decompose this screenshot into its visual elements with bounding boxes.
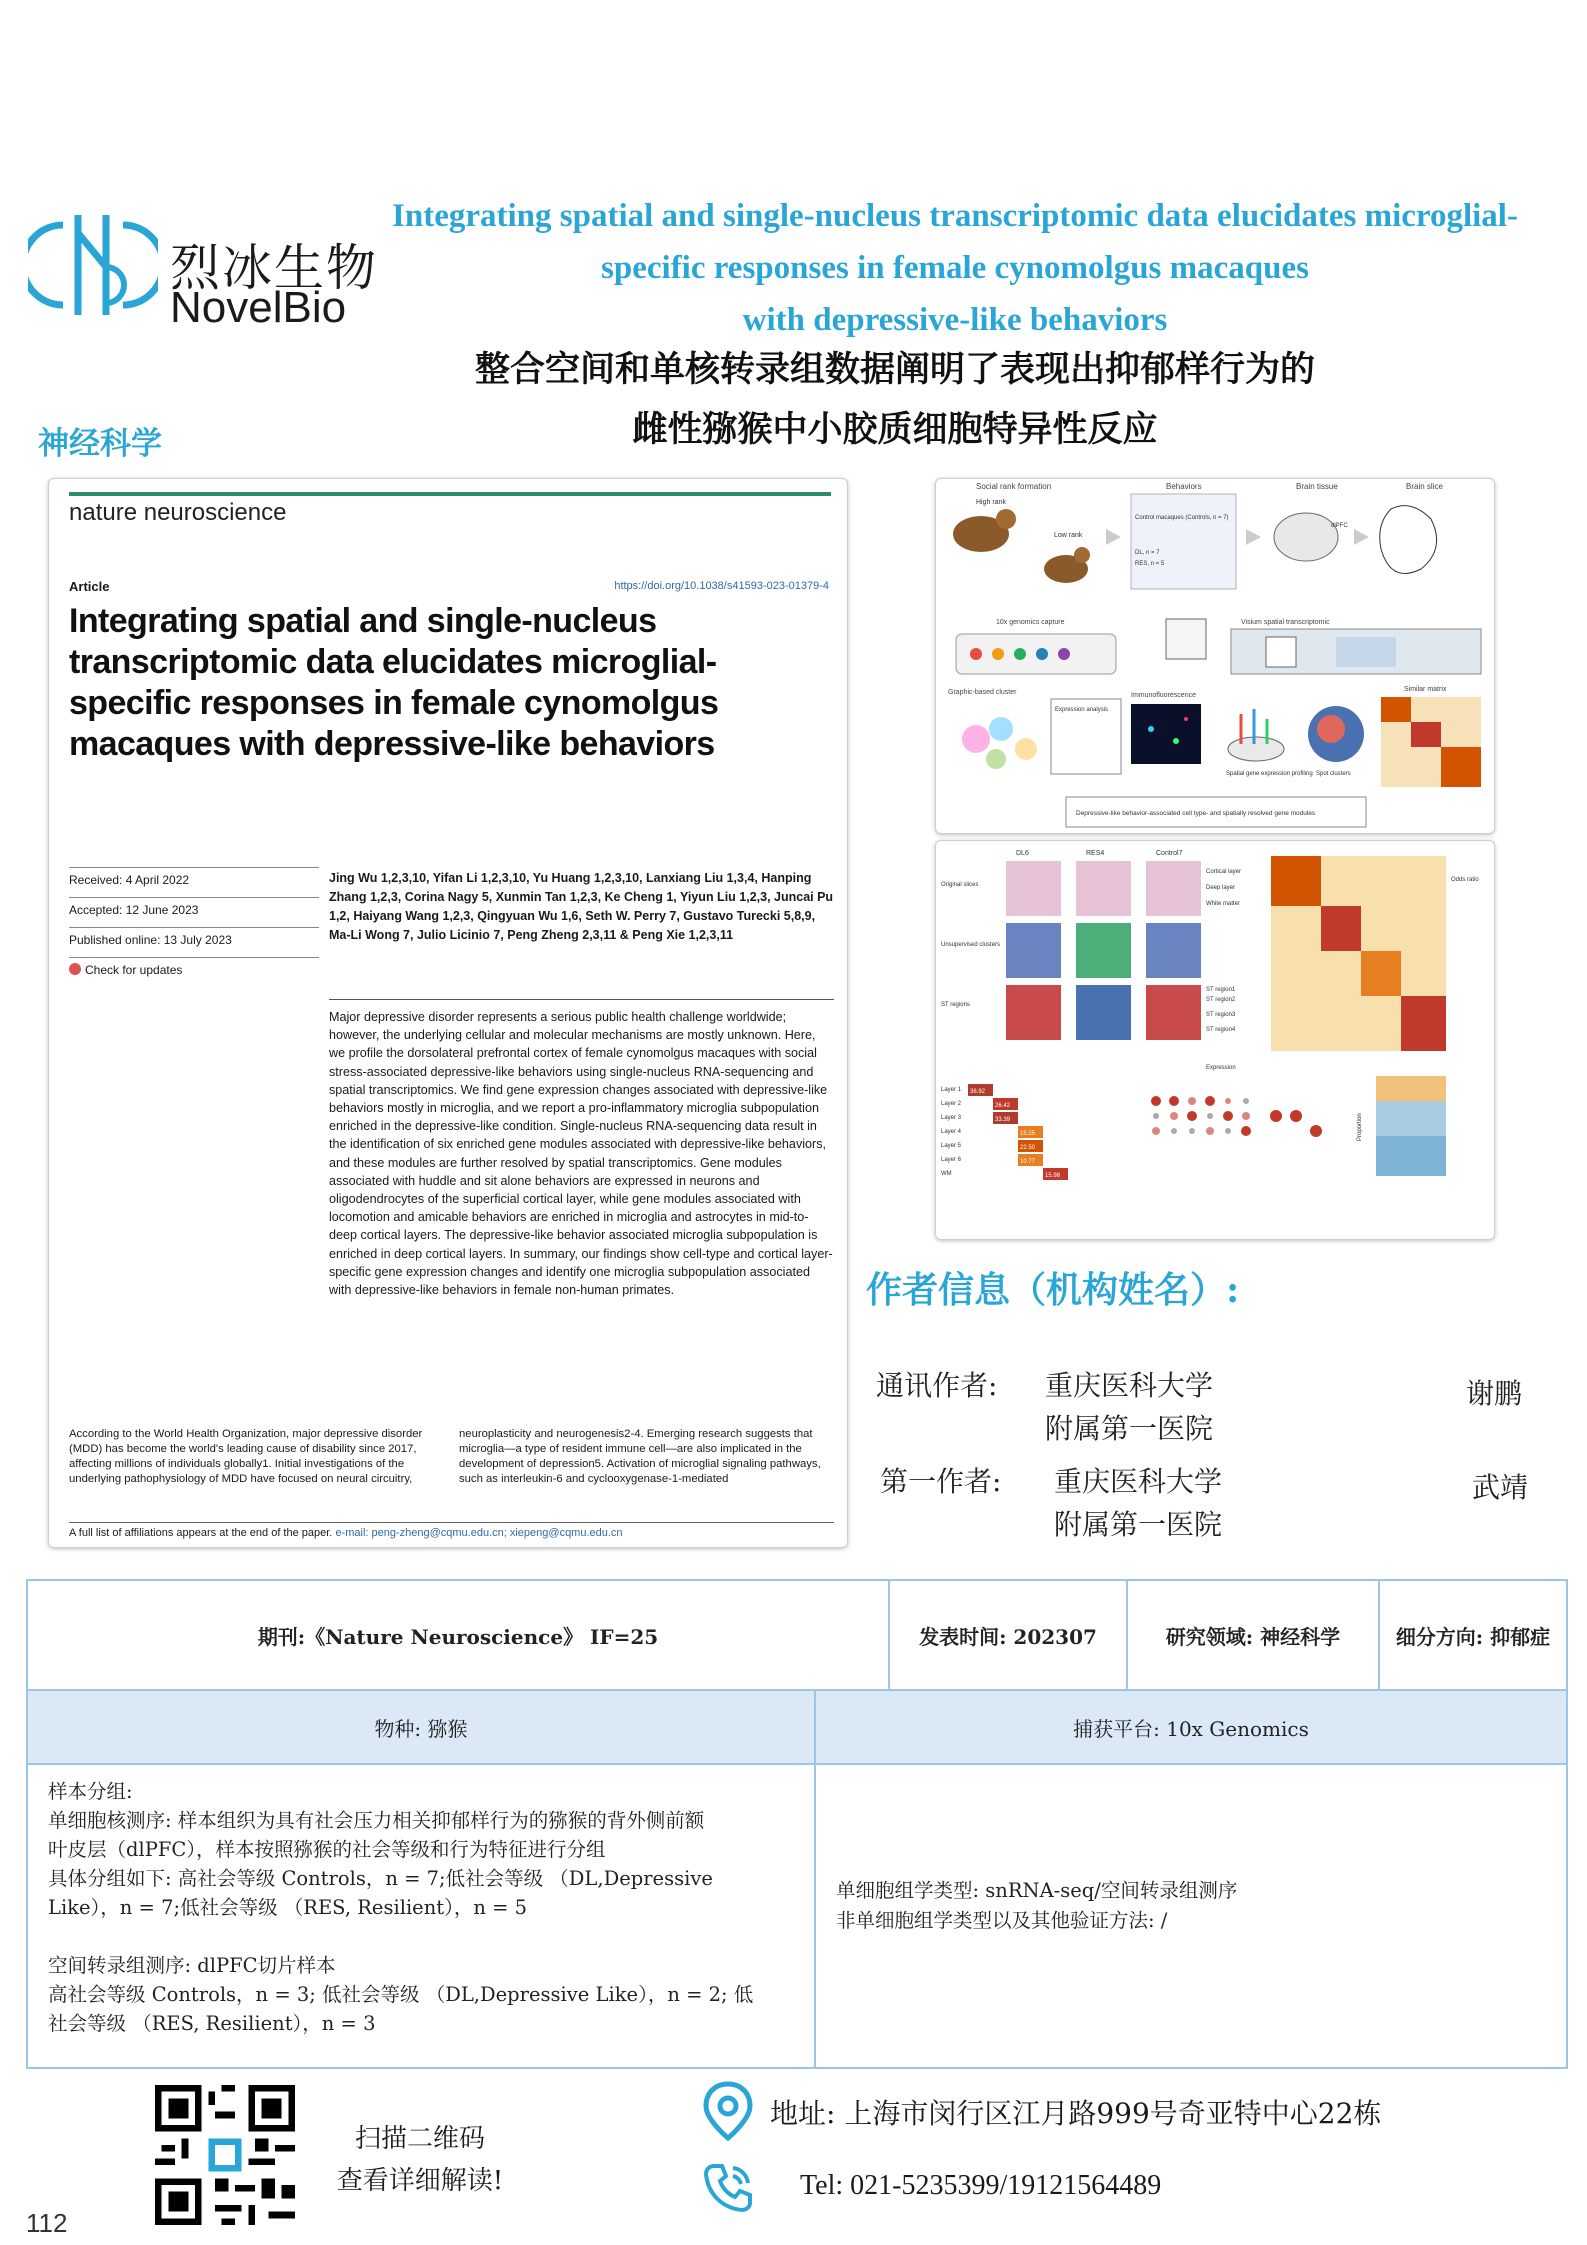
fig1-label: Graphic-based cluster <box>948 689 1017 696</box>
english-title-line: with depressive-like behaviors <box>742 302 1168 338</box>
proportion-area-chart <box>1376 1076 1446 1176</box>
st-region-slice <box>1076 985 1131 1040</box>
fig1-label: Social rank formation <box>976 482 1052 491</box>
author-list: Jing Wu 1,2,3,10, Yifan Li 1,2,3,10, Yu Huang 1,2,3,10, Lanxiang Liu 1,3,4, Hanping Zhang 1,2,3, Corina Nagy 5, Xunmin Tan 1,2,3, Ke Cheng 1, Yiyun Liu 1,2,3, Juncai Pu 1,2, Haiyang Wang 1,2,3, Qingyuan Wu 1,6, Seth W. Perry 7, Gustavo Turecki 5,8,9, Ma-Li Wong 7, Julio Licinio 7, Peng Zheng 2,3,11 & Peng Xie 1,2,3,11 <box>329 871 834 942</box>
address: 地址: 上海市闵行区江月路999号奇亚特中心22栋 <box>770 2097 1382 2130</box>
cluster-slice <box>1146 923 1201 978</box>
workflow-diagram <box>936 479 1495 834</box>
fig1-label: Control macaques (Controls, n = 7) <box>1135 515 1229 521</box>
heat-value: 15.25 <box>1020 1131 1036 1137</box>
results-figure <box>935 840 1495 1240</box>
st-region-slice <box>1146 985 1201 1040</box>
omics-type-cell: 单细胞组学类型: snRNA-seq/空间转录组测序 非单细胞组学类型以及其他验证方法: / <box>836 1879 1238 1932</box>
paper-preview <box>48 478 848 1548</box>
english-title <box>330 190 1580 346</box>
fig2-label: ST region4 <box>1206 1027 1236 1033</box>
journal-cell: 期刊:《Nature Neuroscience》 IF=25 <box>257 1624 659 1649</box>
fig1-label: Depressive-like behavior-associated cell type- and spatially resolved gene modules <box>1076 810 1316 817</box>
fig2-label: Original slices <box>941 882 979 888</box>
fig1-label: High rank <box>976 499 1006 506</box>
workflow-figure <box>935 478 1495 834</box>
paper-title: Integrating spatial and single-nucleus transcriptomic data elucidates microglial-specific responses in female cynomolgus macaques with depressive-like behaviors <box>69 602 719 763</box>
corresponding-author-role: 通讯作者: <box>876 1369 998 1402</box>
fig2-label: RES4 <box>1086 850 1105 857</box>
fig2-label: ST regions <box>941 1002 970 1008</box>
info-table <box>26 1579 1568 2069</box>
fig1-label: Spatial gene expression profiling <box>1226 771 1313 777</box>
phone-icon <box>700 2160 756 2216</box>
fig2-label: Proportion <box>1357 1113 1363 1141</box>
novelbio-logo-icon <box>28 205 158 325</box>
fig1-label: RES, n = 5 <box>1135 561 1165 567</box>
page-number: 112 <box>26 2208 68 2238</box>
st-region-slice <box>1006 985 1061 1040</box>
layer-label: Layer 6 <box>941 1157 962 1163</box>
footnote-email[interactable]: e-mail: peng-zheng@cqmu.edu.cn; xiepeng@cqmu.edu.cn <box>335 1527 623 1539</box>
fig1-label: Expression analysis <box>1055 707 1109 713</box>
fig1-label: Similar matrix <box>1404 686 1447 693</box>
pub-time-cell: 发表时间: 202307 <box>919 1624 1097 1649</box>
fig1-label: Spot clusters <box>1316 771 1351 777</box>
published-date: Published online: 13 July 2023 <box>69 927 319 957</box>
layer-label: WM <box>941 1171 952 1177</box>
odds-heatmap-cells <box>968 1084 1068 1180</box>
check-updates[interactable]: Check for updates <box>69 957 319 987</box>
arrow-icon <box>1246 529 1261 545</box>
fig2-label: Cortical layer <box>1206 869 1242 875</box>
scan-qr-text: 扫描二维码 查看详细解读! <box>336 2124 504 2196</box>
layer-label: Layer 3 <box>941 1115 962 1121</box>
fig2-label: Deep layer <box>1206 885 1236 891</box>
heat-value: 15.98 <box>1045 1173 1061 1179</box>
species-cell: 物种: 猕猴 <box>28 1691 814 1763</box>
check-updates-icon <box>69 963 81 975</box>
fig2-label: Control7 <box>1156 850 1183 857</box>
fig1-label: dlPFC <box>1331 523 1348 529</box>
layer-label: Layer 4 <box>941 1129 962 1135</box>
first-author-name: 武靖 <box>1472 1471 1529 1504</box>
accepted-date: Accepted: 12 June 2023 <box>69 897 319 927</box>
original-slice <box>1006 861 1061 916</box>
arrow-icon <box>1354 529 1369 545</box>
platform-cell: 捕获平台: 10x Genomics <box>816 1691 1566 1763</box>
fig1-label: Behaviors <box>1166 482 1202 491</box>
layer-label: Layer 2 <box>941 1101 962 1107</box>
qr-code-icon[interactable] <box>155 2085 295 2225</box>
fig1-label: DL, n = 7 <box>1135 550 1160 556</box>
chinese-title-line: 整合空间和单核转录组数据阐明了表现出抑郁样行为的 <box>474 350 1315 390</box>
fig2-label: Odds ratio <box>1451 877 1479 883</box>
original-slice <box>1076 861 1131 916</box>
location-pin-icon <box>700 2080 756 2144</box>
chinese-title <box>330 340 1460 460</box>
brain-icon <box>1274 513 1338 561</box>
fig2-label: ST region3 <box>1206 1012 1236 1018</box>
abstract: Major depressive disorder represents a serious public health challenge worldwide; however, the underlying cellular and molecular mechanisms are mostly unknown. Here, we profile the dorsolateral prefrontal cortex of female cynomolgus macaques with social stress-associated depressive-like behaviors using single-nucleus RNA-sequencing and spatial transcriptomics. We find gene expression changes associated with depressive-like behaviors mostly in microglia, and we report a pro-inflammatory microglia subpopulation enriched in the depressive-like condition. Single-nucleus RNA-sequencing data result in the identification of six enriched gene modules associated with depressive-like behaviors, and these modules are further resolved by spatial transcriptomics. Gene modules associated with huddle and sit alone behaviors are expressed in neurons and oligodendrocytes of the superficial cortical layer, while gene modules associated with locomotion and amicable behaviors are enriched in microglia and astrocytes in mid-to-deep cortical layers. The depressive-like behavior associated microglia subpopulation is enriched in deep cortical layers. In summary, our findings show cell-type and cortical layer-specific gene expression changes and identify one microglia subpopulation associated with depressive-like behaviors in female non-human primates. <box>329 999 834 1299</box>
fig2-label: Unsupervised clusters <box>941 942 1001 948</box>
brain-slice-icon <box>1380 506 1437 574</box>
sample-groups-cell: 样本分组: 单细胞核测序: 样本组织为具有社会压力相关抑郁样行为的猕猴的背外侧前额 叶皮层（dlPFC），样本按照猕猴的社会等级和行为特征进行分组 具体分组如下: 高社会等级 Controls，n = 7;低社会等级 （DL,Depressive Like），n = 7;低社会等级 （RES, Resilient），n = 5 空间转录组测序: dlPFC切片样本 高社会等级 Controls，n = 3; 低社会等级 （DL,Depressive Like），n = 2; 低 社会等级 （RES, Resilient），n = 3 <box>48 1780 754 2035</box>
journal-name: nature neuroscience <box>69 499 287 526</box>
intro-right-column: neuroplasticity and neurogenesis2-4. Emerging research suggests that microglia—a type of resident immune cell—are also implicated in the development of depression5. Activation of microglial signaling pathways, such as interleukin-6 and cyclooxygenase-1-mediated <box>459 1428 821 1485</box>
results-diagram <box>936 841 1495 1240</box>
subfield-cell: 细分方向: 抑郁症 <box>1395 1624 1551 1649</box>
spatial-profiling-icon <box>1228 709 1284 761</box>
heat-value: 22.50 <box>1020 1145 1036 1151</box>
fig2-label: DL6 <box>1016 850 1029 857</box>
dot-plot <box>1151 1096 1322 1137</box>
field-tag: 神经科学 <box>38 426 162 462</box>
paper-dates <box>69 867 319 987</box>
heat-value: 36.92 <box>970 1089 986 1095</box>
logo-english-name: NovelBio <box>170 283 347 332</box>
arrow-icon <box>1106 529 1121 545</box>
fig1-label: 10x genomics capture <box>996 619 1065 626</box>
layer-label: Layer 5 <box>941 1143 962 1149</box>
fig1-label: Immunofluorescence <box>1131 692 1196 699</box>
journal-rule <box>69 492 831 496</box>
fig1-label: Low rank <box>1054 532 1083 539</box>
first-author-role: 第一作者: <box>880 1465 1002 1498</box>
field-cell: 研究领域: 神经科学 <box>1165 1624 1341 1649</box>
heat-value: 26.42 <box>995 1103 1011 1109</box>
logo-chinese-name: 烈冰生物 <box>170 239 378 297</box>
fig1-label: Brain slice <box>1406 482 1443 491</box>
heat-value: 10.77 <box>1020 1159 1036 1165</box>
first-author-institution: 重庆医科大学 附属第一医院 <box>1054 1465 1223 1541</box>
corresponding-author-name: 谢鹏 <box>1466 1377 1523 1410</box>
fig1-label: Brain tissue <box>1296 482 1338 491</box>
fig2-label: ST region1 <box>1206 987 1236 993</box>
cluster-slice <box>1076 923 1131 978</box>
chinese-title-line: 雌性猕猴中小胶质细胞特异性反应 <box>632 410 1158 450</box>
received-date: Received: 4 April 2022 <box>69 867 319 897</box>
english-title-line: Integrating spatial and single-nucleus transcriptomic data elucidates microglial- <box>392 198 1518 234</box>
fig2-label: White matter <box>1206 901 1241 907</box>
english-title-line: specific responses in female cynomolgus macaques <box>601 250 1309 286</box>
original-slice <box>1146 861 1201 916</box>
corresponding-author-institution: 重庆医科大学 附属第一医院 <box>1045 1369 1214 1445</box>
doi-link[interactable]: https://doi.org/10.1038/s41593-023-01379-4 <box>614 580 829 592</box>
layer-label: Layer 1 <box>941 1087 962 1093</box>
cluster-slice <box>1006 923 1061 978</box>
behavior-box <box>1131 494 1236 589</box>
telephone: Tel: 021-5235399/19121564489 <box>800 2170 1162 2201</box>
article-type: Article <box>69 579 110 594</box>
heat-value: 33.39 <box>995 1117 1011 1123</box>
paper-footnote: A full list of affiliations appears at the end of the paper. e-mail: peng-zheng@cqmu.edu.cn; xiepeng@cqmu.edu.cn <box>69 1522 834 1539</box>
author-info-heading: 作者信息（机构姓名）: <box>866 1269 1240 1311</box>
fig2-label: Expression <box>1206 1065 1236 1071</box>
intro-left-column: According to the World Health Organization, major depressive disorder (MDD) has become the world's leading cause of disability since 2017, affecting millions of individuals globally1. Initial investigations of the underlying pathophysiology of MDD have focused on neural circuitry, <box>69 1428 423 1485</box>
dlpfc-tissue <box>1166 619 1206 659</box>
immunofluorescence-image <box>1131 704 1201 764</box>
fig2-label: ST region2 <box>1206 997 1236 1003</box>
fig1-label: Visium spatial transcriptomic <box>1241 619 1330 626</box>
